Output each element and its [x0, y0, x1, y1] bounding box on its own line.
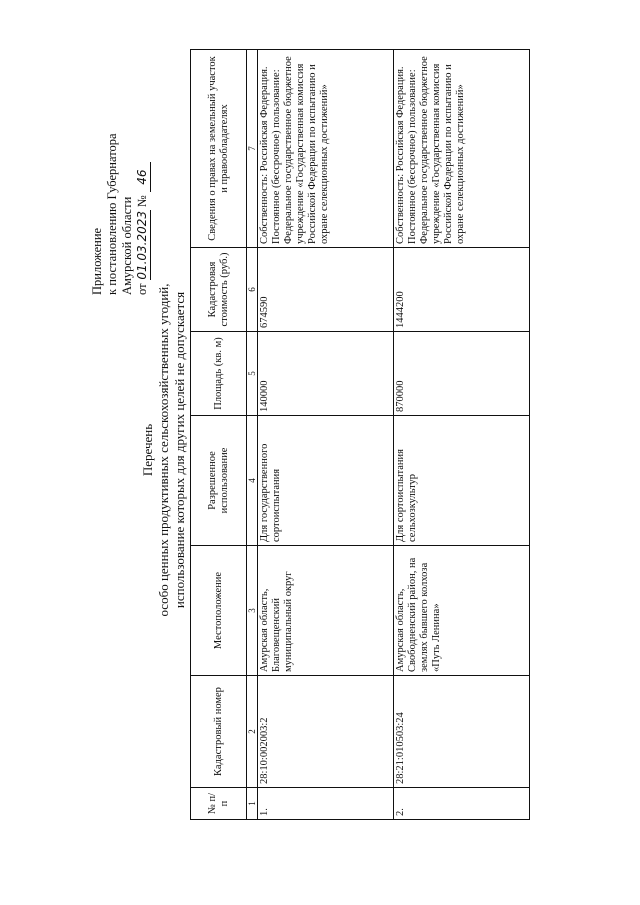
- header-num: № п/п: [191, 788, 247, 820]
- header-rights: Сведения о правах на земельный участок и правообладателях: [191, 50, 247, 248]
- row-use: Для государственного сортоиспытания: [258, 416, 394, 546]
- col-number: 6: [247, 248, 258, 332]
- from-label: от: [135, 283, 149, 295]
- row-area: 140000: [258, 332, 394, 416]
- header-location: Местоположение: [191, 546, 247, 676]
- header-cost: Кадастровая стоимость (руб.): [191, 248, 247, 332]
- col-number: 1: [247, 788, 258, 820]
- decree-number: 46: [135, 162, 151, 192]
- row-cadastral: 28:10:002003:2: [258, 676, 394, 788]
- row-cadastral: 28:21:010503:24: [394, 676, 530, 788]
- header-use: Разрешенное использование: [191, 416, 247, 546]
- row-area: 870000: [394, 332, 530, 416]
- heading-line3: использование которых для других целей не допускается: [172, 291, 187, 609]
- col-number: 4: [247, 416, 258, 546]
- row-rights: Собственность: Российская Федерация. Постоянное (бессрочное) пользование: Федеральное государственное бюджетное учреждение «Государственная комиссия Российской Федерации по испытанию и охране селекционных достижений»: [258, 50, 394, 248]
- appendix-line3: Амурской области: [120, 196, 134, 295]
- col-number: 2: [247, 676, 258, 788]
- table-row: [394, 50, 530, 820]
- col-number: 7: [247, 50, 258, 248]
- decree-date: 01.03.2023: [135, 210, 149, 280]
- row-location: Амурская область, Свободненский район, на землях бывшего колхоза «Путь Ленина»: [394, 546, 530, 676]
- header-cadastral: Кадастровый номер: [191, 676, 247, 788]
- row-rights: Собственность: Российская Федерация. Постоянное (бессрочное) пользование: Федеральное государственное бюджетное учреждение «Государственная комиссия Российской Федерации по испытанию и охране селекционных достижений»: [394, 50, 530, 248]
- row-use: Для сортоиспытания сельхозкультур: [394, 416, 530, 546]
- document-heading: [140, 50, 188, 850]
- number-label: №: [135, 195, 149, 208]
- row-location: Амурская область, Благовещенский муниципальный округ: [258, 546, 394, 676]
- appendix-line2: к постановлению Губернатора: [105, 133, 119, 295]
- row-num: 1.: [258, 788, 394, 820]
- table-row: [258, 50, 394, 820]
- col-number: 5: [247, 332, 258, 416]
- rotated-page: [40, 50, 600, 850]
- heading-title: Перечень: [140, 423, 155, 477]
- header-area: Площадь (кв. м): [191, 332, 247, 416]
- col-number: 3: [247, 546, 258, 676]
- heading-line2: особо ценных продуктивных сельскохозяйственных угодий,: [156, 283, 171, 617]
- appendix-line1: Приложение: [90, 227, 104, 295]
- row-cost: 674590: [258, 248, 394, 332]
- land-table: [190, 49, 530, 820]
- row-num: 2.: [394, 788, 530, 820]
- row-cost: 1444200: [394, 248, 530, 332]
